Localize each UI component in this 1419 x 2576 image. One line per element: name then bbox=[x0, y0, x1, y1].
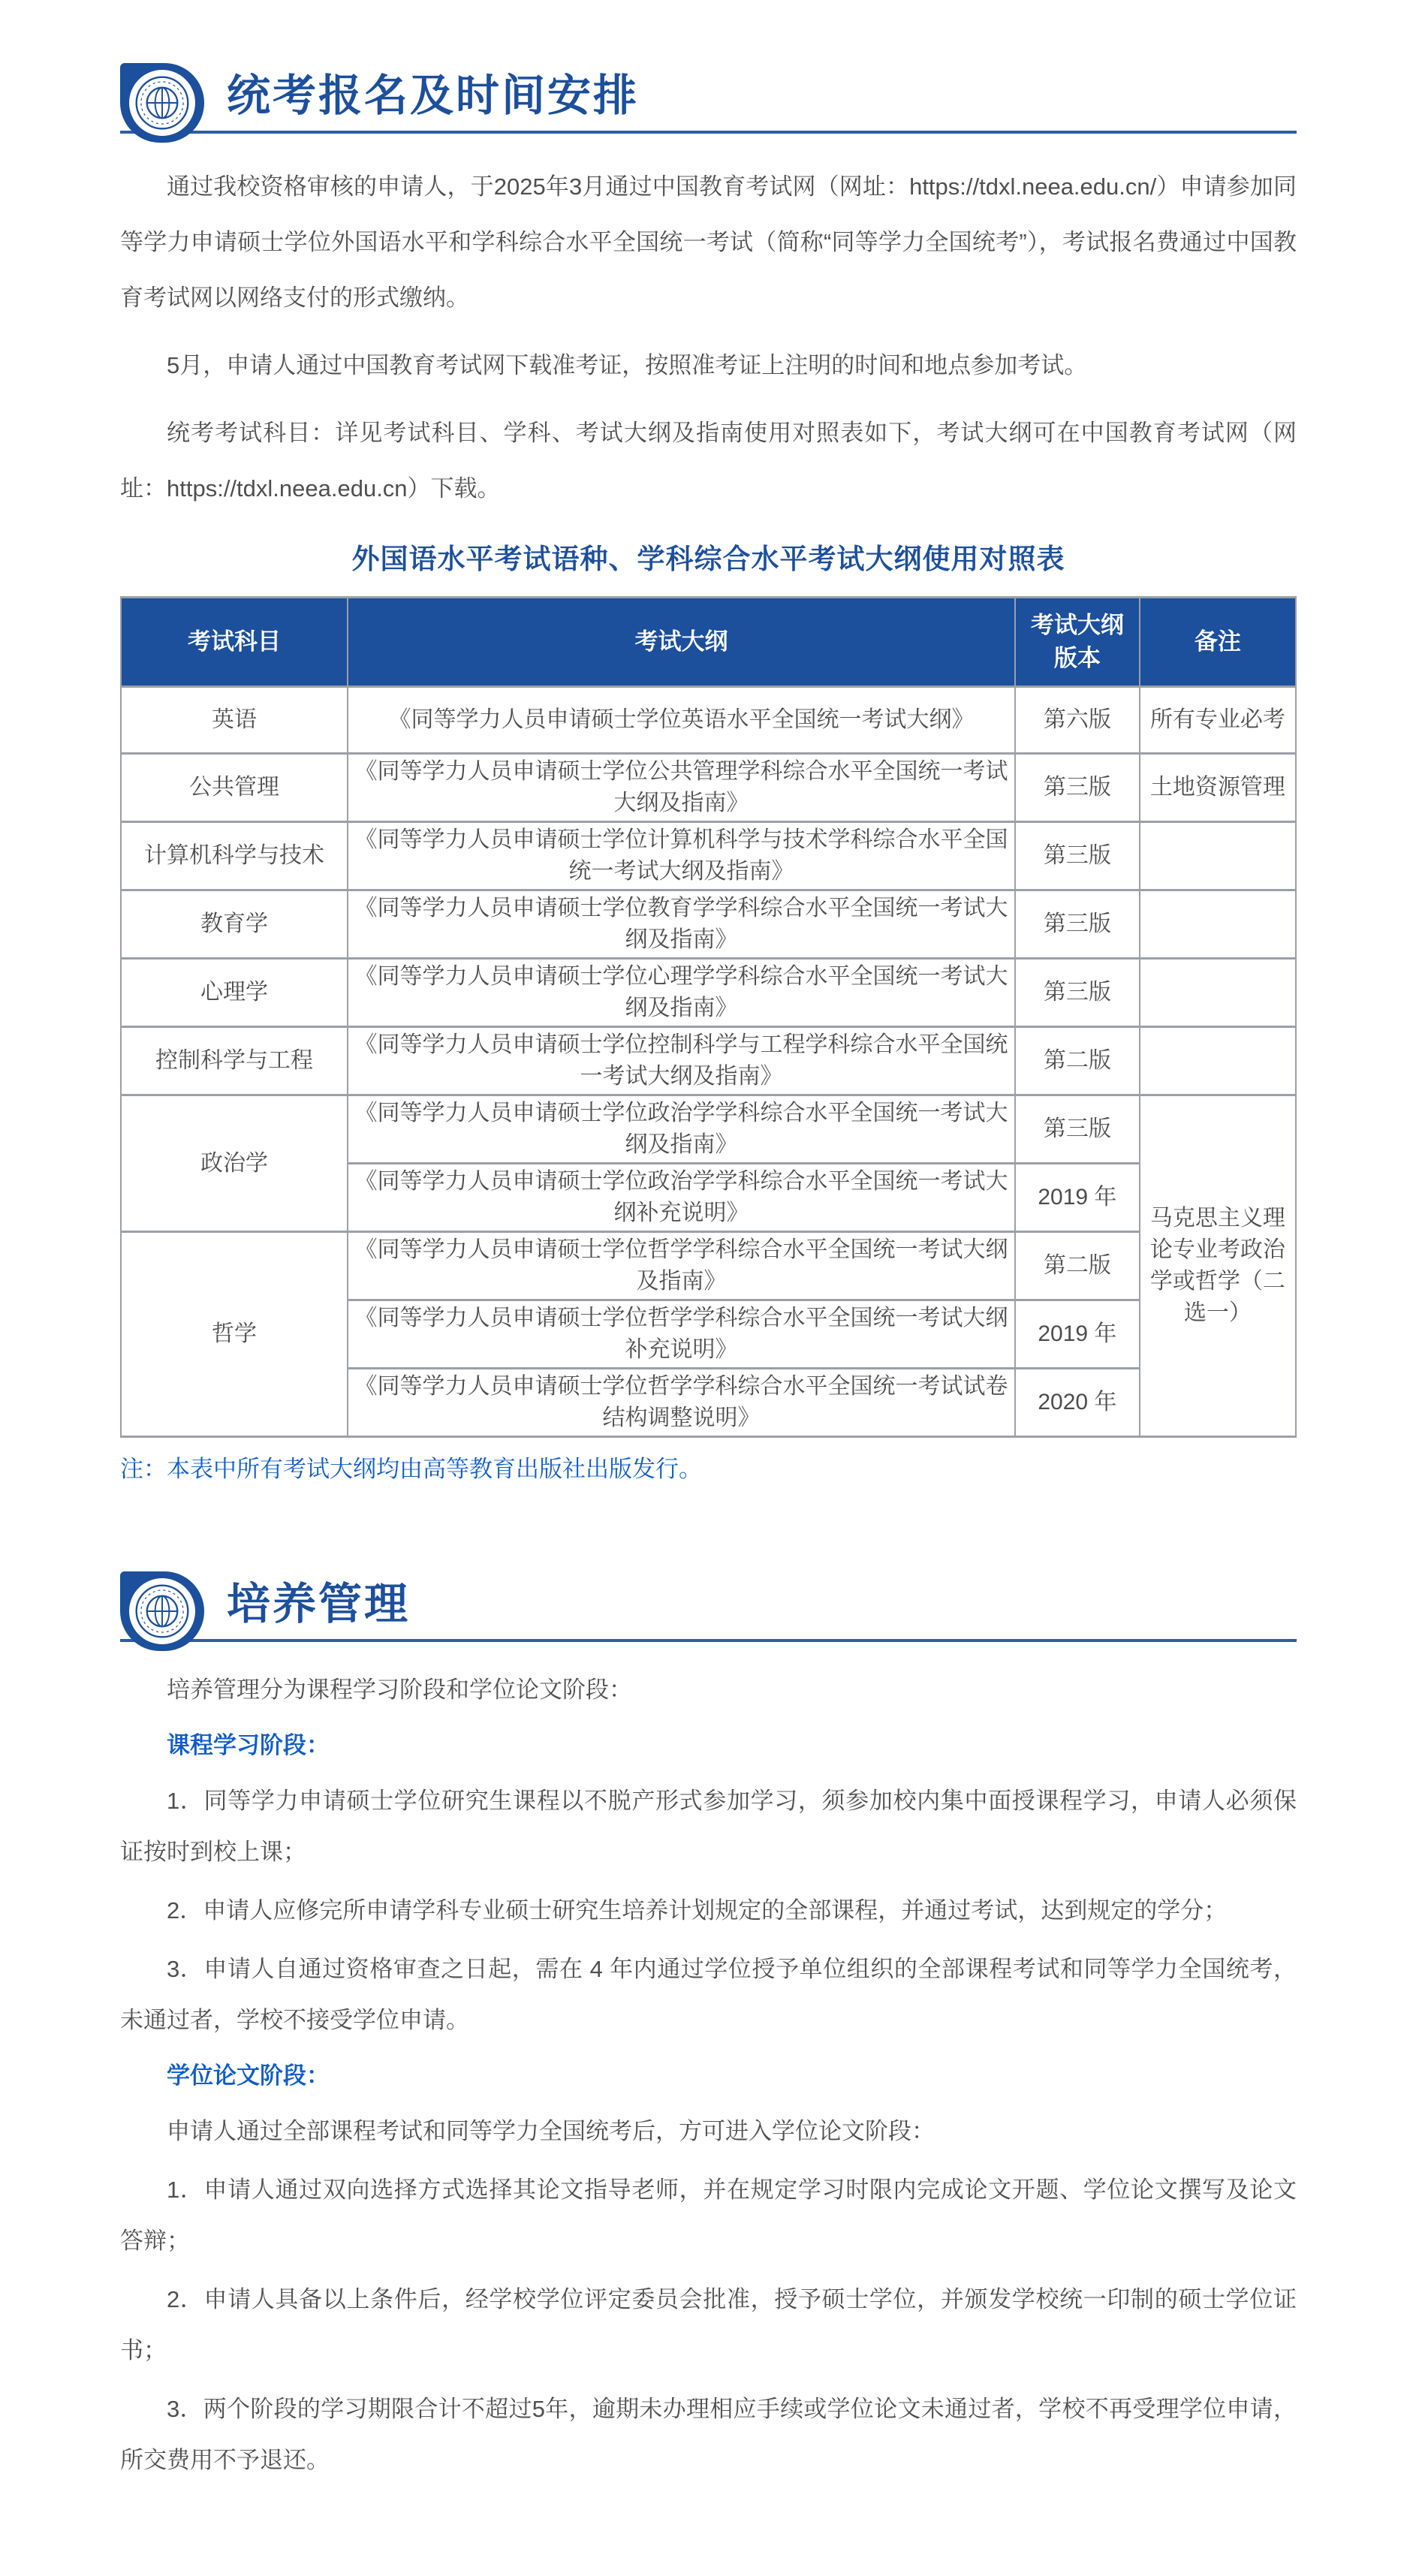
table-row bbox=[121, 1027, 1296, 1095]
cell-subject: 计算机科学与技术 bbox=[121, 822, 348, 890]
table-row bbox=[121, 822, 1296, 890]
university-seal-icon bbox=[129, 1578, 195, 1644]
cell-version: 2019 年 bbox=[1015, 1164, 1140, 1232]
cell-version: 第三版 bbox=[1015, 822, 1140, 890]
table-note: 注：本表中所有考试大纲均由高等教育出版社出版发行。 bbox=[120, 1456, 702, 1482]
section-badge bbox=[120, 63, 204, 143]
cell-version: 第二版 bbox=[1015, 1027, 1140, 1095]
cell-subject: 控制科学与工程 bbox=[121, 1027, 348, 1095]
cell-syllabus: 《同等学力人员申请硕士学位教育学学科综合水平全国统一考试大纲及指南》 bbox=[348, 890, 1015, 959]
cell-version: 第三版 bbox=[1015, 890, 1140, 959]
paragraph: 申请人通过全部课程考试和同等学力全国统考后，方可进入学位论文阶段： bbox=[167, 2118, 935, 2144]
section2-title: 培养管理 bbox=[227, 1580, 411, 1629]
list-item: 1．申请人通过双向选择方式选择其论文指导老师，并在规定学习时限内完成论文开题、学位论文撰写及论文答辩； bbox=[120, 2177, 1297, 2254]
table-row bbox=[121, 1232, 1296, 1300]
paragraph: 通过我校资格审核的申请人，于2025年3月通过中国教育考试网（网址：https://tdxl.neea.edu.cn/）申请参加同等学力申请硕士学位外国语水平和学科综合水平全国统一考试（简称“同等学力全国统考”），考试报名费通过中国教育考试网以网络支付的形式缴纳。 bbox=[120, 173, 1297, 311]
table-row bbox=[121, 1095, 1296, 1164]
section-badge bbox=[120, 1571, 204, 1651]
list-item: 2．申请人具备以上条件后，经学校学位评定委员会批准，授予硕士学位，并颁发学校统一印制的硕士学位证书； bbox=[120, 2286, 1297, 2364]
university-seal-icon bbox=[129, 70, 195, 136]
cell-syllabus: 《同等学力人员申请硕士学位英语水平全国统一考试大纲》 bbox=[348, 687, 1015, 754]
cell-syllabus: 《同等学力人员申请硕士学位哲学学科综合水平全国统一考试大纲补充说明》 bbox=[348, 1300, 1015, 1369]
cell-version: 第三版 bbox=[1015, 1095, 1140, 1164]
list-item: 1．同等学力申请硕士学位研究生课程以不脱产形式参加学习，须参加校内集中面授课程学习，申请人必须保证按时到校上课； bbox=[120, 1788, 1297, 1865]
cell-remark: 所有专业必考 bbox=[1140, 687, 1296, 754]
cell-syllabus: 《同等学力人员申请硕士学位公共管理学科综合水平全国统一考试大纲及指南》 bbox=[348, 754, 1015, 822]
table-row bbox=[121, 890, 1296, 959]
cell-syllabus: 《同等学力人员申请硕士学位心理学学科综合水平全国统一考试大纲及指南》 bbox=[348, 959, 1015, 1027]
cell-version: 第二版 bbox=[1015, 1232, 1140, 1300]
cell-remark bbox=[1140, 959, 1296, 1027]
cell-version: 2019 年 bbox=[1015, 1300, 1140, 1369]
list-item: 3．申请人自通过资格审查之日起，需在 4 年内通过学位授予单位组织的全部课程考试和同等学力全国统考，未通过者，学校不接受学位申请。 bbox=[120, 1956, 1297, 2033]
section1-title: 统考报名及时间安排 bbox=[227, 71, 640, 121]
paragraph: 5月，申请人通过中国教育考试网下载准考证，按照准考证上注明的时间和地点参加考试。 bbox=[167, 352, 1088, 378]
cell-syllabus: 《同等学力人员申请硕士学位计算机科学与技术学科综合水平全国统一考试大纲及指南》 bbox=[348, 822, 1015, 890]
paragraph: 统考考试科目：详见考试科目、学科、考试大纲及指南使用对照表如下，考试大纲可在中国教育考试网（网址：https://tdxl.neea.edu.cn）下载。 bbox=[120, 420, 1297, 502]
table-row bbox=[121, 959, 1296, 1027]
section2-header bbox=[120, 1571, 1297, 1642]
cell-syllabus: 《同等学力人员申请硕士学位哲学学科综合水平全国统一考试试卷结构调整说明》 bbox=[348, 1369, 1015, 1437]
cell-syllabus: 《同等学力人员申请硕士学位控制科学与工程学科综合水平全国统一考试大纲及指南》 bbox=[348, 1027, 1015, 1095]
list-item: 3．两个阶段的学习期限合计不超过5年，逾期未办理相应手续或学位论文未通过者，学校不再受理学位申请，所交费用不予退还。 bbox=[120, 2396, 1297, 2473]
cell-syllabus: 《同等学力人员申请硕士学位政治学学科综合水平全国统一考试大纲补充说明》 bbox=[348, 1164, 1015, 1232]
cell-remark bbox=[1140, 1027, 1296, 1095]
cell-subject-politics: 政治学 bbox=[121, 1095, 348, 1232]
cell-version: 第六版 bbox=[1015, 687, 1140, 754]
cell-syllabus: 《同等学力人员申请硕士学位政治学学科综合水平全国统一考试大纲及指南》 bbox=[348, 1095, 1015, 1164]
cell-remark: 土地资源管理 bbox=[1140, 754, 1296, 822]
syllabus-table bbox=[120, 596, 1297, 1438]
cell-syllabus: 《同等学力人员申请硕士学位哲学学科综合水平全国统一考试大纲及指南》 bbox=[348, 1232, 1015, 1300]
section1-header bbox=[120, 63, 1297, 134]
paragraph: 培养管理分为课程学习阶段和学位论文阶段： bbox=[167, 1677, 632, 1703]
table-row bbox=[121, 754, 1296, 822]
cell-subject: 教育学 bbox=[121, 890, 348, 959]
cell-version: 第三版 bbox=[1015, 754, 1140, 822]
cell-subject: 公共管理 bbox=[121, 754, 348, 822]
section1-body bbox=[120, 159, 1297, 517]
table-header-row bbox=[121, 598, 1296, 687]
section2-body bbox=[120, 1665, 1297, 2486]
table-row bbox=[121, 687, 1296, 754]
cell-remark bbox=[1140, 822, 1296, 890]
stage1-heading: 课程学习阶段： bbox=[167, 1732, 330, 1758]
cell-remark bbox=[1140, 890, 1296, 959]
cell-subject-philosophy: 哲学 bbox=[121, 1232, 348, 1437]
list-item: 2．申请人应修完所申请学科专业硕士研究生培养计划规定的全部课程，并通过考试，达到规定的学分； bbox=[167, 1897, 1228, 1924]
cell-remark-merged: 马克思主义理论专业考政治学或哲学（二选一） bbox=[1140, 1095, 1296, 1437]
cell-version: 2020 年 bbox=[1015, 1369, 1140, 1437]
stage2-heading: 学位论文阶段： bbox=[167, 2062, 330, 2089]
cell-version: 第三版 bbox=[1015, 959, 1140, 1027]
cell-subject: 英语 bbox=[121, 687, 348, 754]
header-subject: 考试科目 bbox=[121, 598, 348, 687]
header-remark: 备注 bbox=[1140, 598, 1296, 687]
header-version: 考试大纲版本 bbox=[1015, 598, 1140, 687]
header-syllabus: 考试大纲 bbox=[348, 598, 1015, 687]
table-title: 外国语水平考试语种、学科综合水平考试大纲使用对照表 bbox=[351, 544, 1065, 574]
cell-subject: 心理学 bbox=[121, 959, 348, 1027]
